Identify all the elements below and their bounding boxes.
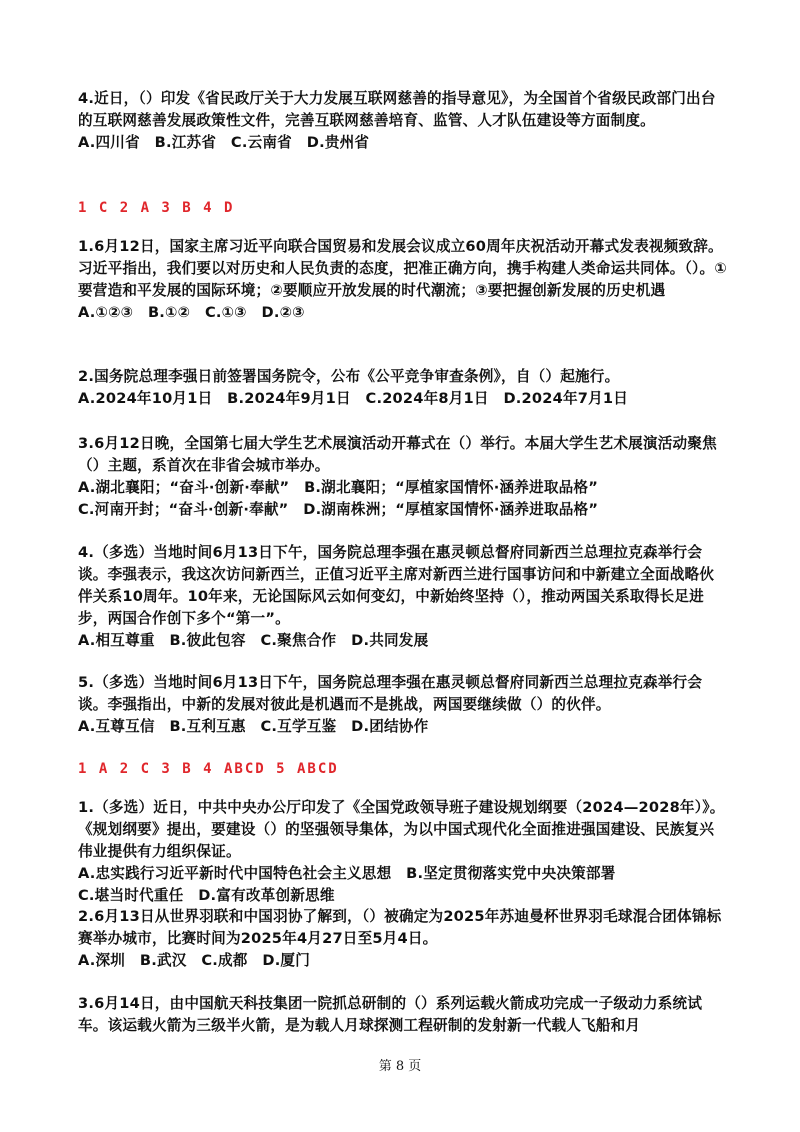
question-options: A.相互尊重 B.彼此包容 C.聚焦合作 D.共同发展 bbox=[78, 632, 429, 649]
question-text: 3.6月12日晚，全国第七届大学生艺术展演活动开幕式在（）举行。本届大学生艺术展演活动聚焦（）主题，系首次在非省会城市举办。 bbox=[78, 435, 717, 474]
question-text: 1.（多选）近日，中共中央办公厅印发了《全国党政领导班子建设规划纲要（2024—2028年）》。《规划纲要》提出，要建设（）的坚强领导集体，为以中国式现代化全面推进强国建设、民族复兴伟业提供有力组织保证。 bbox=[78, 799, 725, 860]
question-options: A.忠实践行习近平新时代中国特色社会主义思想 B.坚定贯彻落实党中央决策部署 bbox=[78, 865, 616, 882]
answer-key: 1 C 2 A 3 B 4 D bbox=[78, 200, 235, 216]
question-block bbox=[78, 366, 728, 410]
question-options: A.互尊互信 B.互利互惠 C.互学互鉴 D.团结协作 bbox=[78, 718, 429, 735]
question-options: C.堪当时代重任 D.富有改革创新思维 bbox=[78, 887, 335, 904]
question-options: A.四川省 B.江苏省 C.云南省 D.贵州省 bbox=[78, 134, 370, 151]
question-block bbox=[78, 542, 728, 652]
question-text: 2.国务院总理李强日前签署国务院令，公布《公平竞争审查条例》，自（）起施行。 bbox=[78, 368, 620, 385]
question-block bbox=[78, 88, 728, 154]
question-text: 5.（多选）当地时间6月13日下午，国务院总理李强在惠灵顿总督府同新西兰总理拉克森举行会谈。李强指出，中新的发展对彼此是机遇而不是挑战，两国要继续做（）的伙伴。 bbox=[78, 674, 703, 713]
question-options: A.2024年10月1日 B.2024年9月1日 C.2024年8月1日 D.2024年7月1日 bbox=[78, 390, 629, 407]
page-number: 第 8 页 bbox=[378, 1059, 422, 1074]
question-options: A.①②③ B.①② C.①③ D.②③ bbox=[78, 304, 305, 321]
question-block bbox=[78, 236, 728, 324]
question-block bbox=[78, 906, 728, 972]
question-options: A.湖北襄阳；“奋斗·创新·奉献” B.湖北襄阳；“厚植家国情怀·涵养进取品格” bbox=[78, 479, 598, 496]
question-options: A.深圳 B.武汉 C.成都 D.厦门 bbox=[78, 952, 311, 969]
question-text: 3.6月14日，由中国航天科技集团一院抓总研制的（）系列运载火箭成功完成一子级动力系统试车。该运载火箭为三级半火箭，是为载人月球探测工程研制的发射新一代载人飞船和月 bbox=[78, 995, 703, 1034]
question-block bbox=[78, 433, 728, 521]
question-block bbox=[78, 797, 728, 907]
question-block bbox=[78, 993, 728, 1037]
question-options: C.河南开封；“奋斗·创新·奉献” D.湖南株洲；“厚植家国情怀·涵养进取品格” bbox=[78, 501, 599, 518]
answer-key: 1 A 2 C 3 B 4 ABCD 5 ABCD bbox=[78, 761, 339, 777]
question-text: 4.（多选）当地时间6月13日下午，国务院总理李强在惠灵顿总督府同新西兰总理拉克森举行会谈。李强表示，我这次访问新西兰，正值习近平主席对新西兰进行国事访问和中新建立全面战略伙伴关系10周年。10年来，无论国际风云如何变幻，中新始终坚持（），推动两国关系取得长足进步，两国合作创下多个“第一”。 bbox=[78, 544, 715, 627]
question-text: 4.近日，（）印发《省民政厅关于大力发展互联网慈善的指导意见》，为全国首个省级民政部门出台的互联网慈善发展政策性文件，完善互联网慈善培育、监管、人才队伍建设等方面制度。 bbox=[78, 90, 716, 129]
question-text: 1.6月12日，国家主席习近平向联合国贸易和发展会议成立60周年庆祝活动开幕式发表视频致辞。习近平指出，我们要以对历史和人民负责的态度，把准正确方向，携手构建人类命运共同体。（）。①要营造和平发展的国际环境；②要顺应开放发展的时代潮流；③要把握创新发展的历史机遇 bbox=[78, 238, 727, 299]
question-text: 2.6月13日从世界羽联和中国羽协了解到，（）被确定为2025年苏迪曼杯世界羽毛球混合团体锦标赛举办城市，比赛时间为2025年4月27日至5月4日。 bbox=[78, 908, 722, 947]
question-block bbox=[78, 672, 728, 738]
